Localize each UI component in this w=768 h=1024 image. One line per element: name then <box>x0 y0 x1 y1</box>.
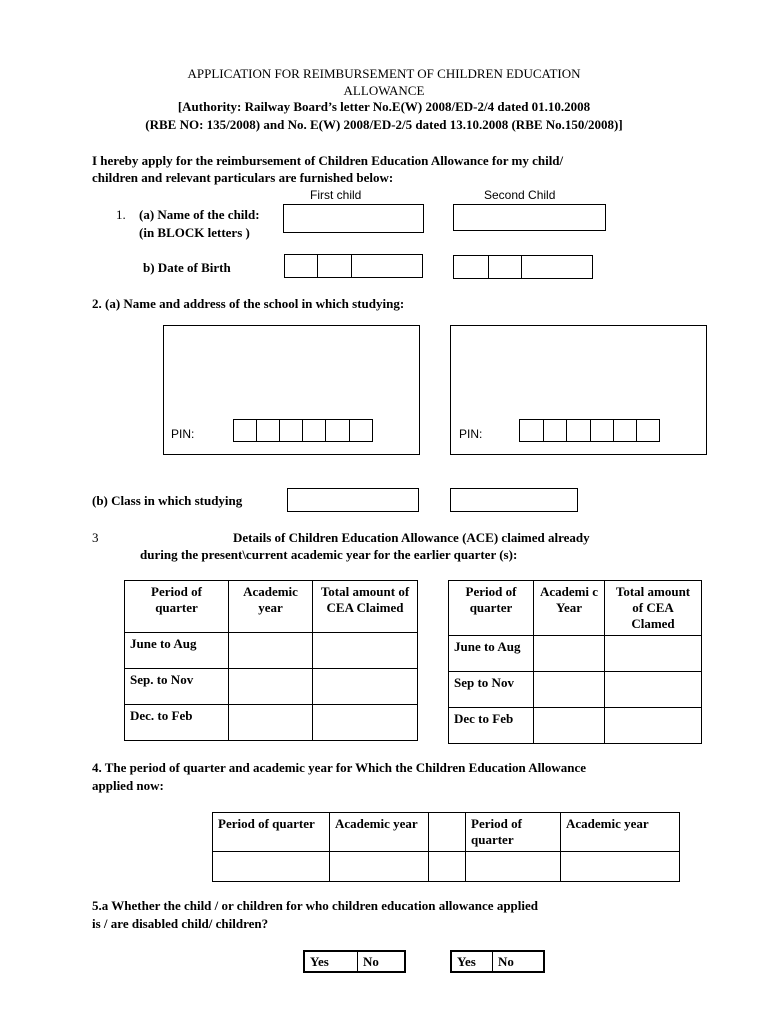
table-cell[interactable] <box>605 636 702 672</box>
header-total-amount: Total amount of CEA Clamed <box>605 581 702 636</box>
table-cell[interactable] <box>313 633 418 669</box>
table-cell[interactable] <box>229 669 313 705</box>
authority-line2: (RBE NO: 135/2008) and No. E(W) 2008/ED-2/5 dated 13.10.2008 (RBE No.150/2008)] <box>145 117 623 132</box>
table-cell[interactable] <box>229 633 313 669</box>
child-name-label: (a) Name of the child: <box>139 207 260 222</box>
first-child-heading: First child <box>310 188 362 202</box>
table-cell[interactable] <box>213 852 330 882</box>
row-label: Dec. to Feb <box>125 705 229 741</box>
table-cell[interactable] <box>534 672 605 708</box>
first-child-pin-field[interactable] <box>233 419 373 442</box>
pin-label-first: PIN: <box>171 427 195 441</box>
q4-line1: 4. The period of quarter and academic year for Which the Children Education Allowance <box>92 760 587 775</box>
header-period: Period of quarter <box>449 581 534 636</box>
table-cell[interactable] <box>313 705 418 741</box>
school-address-label: 2. (a) Name and address of the school in which studying: <box>92 296 405 311</box>
disabled-choice-second <box>450 950 545 973</box>
first-child-class-field[interactable] <box>287 488 419 512</box>
header-period: Period of quarter <box>466 813 561 852</box>
table-cell[interactable] <box>330 852 429 882</box>
yes-option[interactable]: Yes <box>451 951 493 972</box>
q3-number: 3 <box>92 530 99 545</box>
second-child-class-field[interactable] <box>450 488 578 512</box>
header-total-amount: Total amount of CEA Claimed <box>313 581 418 633</box>
header-period: Period of quarter <box>125 581 229 633</box>
block-letters-note: (in BLOCK letters ) <box>139 225 250 240</box>
row-label: June to Aug <box>125 633 229 669</box>
table-cell[interactable] <box>561 852 680 882</box>
table-cell[interactable] <box>605 672 702 708</box>
separator-cell <box>429 813 466 852</box>
disabled-choice-first <box>303 950 406 973</box>
yes-option[interactable]: Yes <box>304 951 358 972</box>
q1-number: 1. <box>116 207 126 222</box>
earlier-claims-table-second <box>448 580 702 744</box>
first-child-name-field[interactable] <box>283 204 424 233</box>
table-cell[interactable] <box>534 708 605 744</box>
q3-line2: during the present\current academic year for the earlier quarter (s): <box>140 547 518 562</box>
header-academic-year: Academic year <box>561 813 680 852</box>
table-cell[interactable] <box>534 636 605 672</box>
class-label: (b) Class in which studying <box>92 493 243 508</box>
row-label: Sep to Nov <box>449 672 534 708</box>
second-child-pin-field[interactable] <box>519 419 660 442</box>
q5-line2: is / are disabled child/ children? <box>92 916 269 931</box>
header-academic-year: Academic year <box>330 813 429 852</box>
header-period: Period of quarter <box>213 813 330 852</box>
table-cell[interactable] <box>466 852 561 882</box>
row-label: Sep. to Nov <box>125 669 229 705</box>
no-option[interactable]: No <box>493 951 545 972</box>
row-label: June to Aug <box>449 636 534 672</box>
current-claim-table <box>212 812 680 882</box>
form-title-line2: ALLOWANCE <box>343 83 425 98</box>
intro-line1: I hereby apply for the reimbursement of Children Education Allowance for my child/ <box>92 153 564 168</box>
earlier-claims-table-first <box>124 580 418 741</box>
form-title-line1: APPLICATION FOR REIMBURSEMENT OF CHILDREN EDUCATION <box>187 66 581 81</box>
header-academic-year: Academi c Year <box>534 581 605 636</box>
row-label: Dec to Feb <box>449 708 534 744</box>
second-child-heading: Second Child <box>484 188 556 202</box>
intro-line2: children and relevant particulars are furnished below: <box>92 170 394 185</box>
authority-line1: [Authority: Railway Board’s letter No.E(W) 2008/ED-2/4 dated 01.10.2008 <box>177 99 591 114</box>
header-academic-year: Academic year <box>229 581 313 633</box>
table-cell[interactable] <box>229 705 313 741</box>
no-option[interactable]: No <box>358 951 406 972</box>
pin-label-second: PIN: <box>459 427 483 441</box>
table-cell[interactable] <box>605 708 702 744</box>
q5-line1: 5.a Whether the child / or children for who children education allowance applied <box>92 898 539 913</box>
second-child-dob-field[interactable] <box>453 255 593 279</box>
second-child-name-field[interactable] <box>453 204 606 231</box>
q4-line2: applied now: <box>92 778 164 793</box>
q3-line1: Details of Children Education Allowance (ACE) claimed already <box>233 530 590 545</box>
dob-label: b) Date of Birth <box>143 260 231 275</box>
first-child-dob-field[interactable] <box>284 254 423 278</box>
separator-cell <box>429 852 466 882</box>
table-cell[interactable] <box>313 669 418 705</box>
